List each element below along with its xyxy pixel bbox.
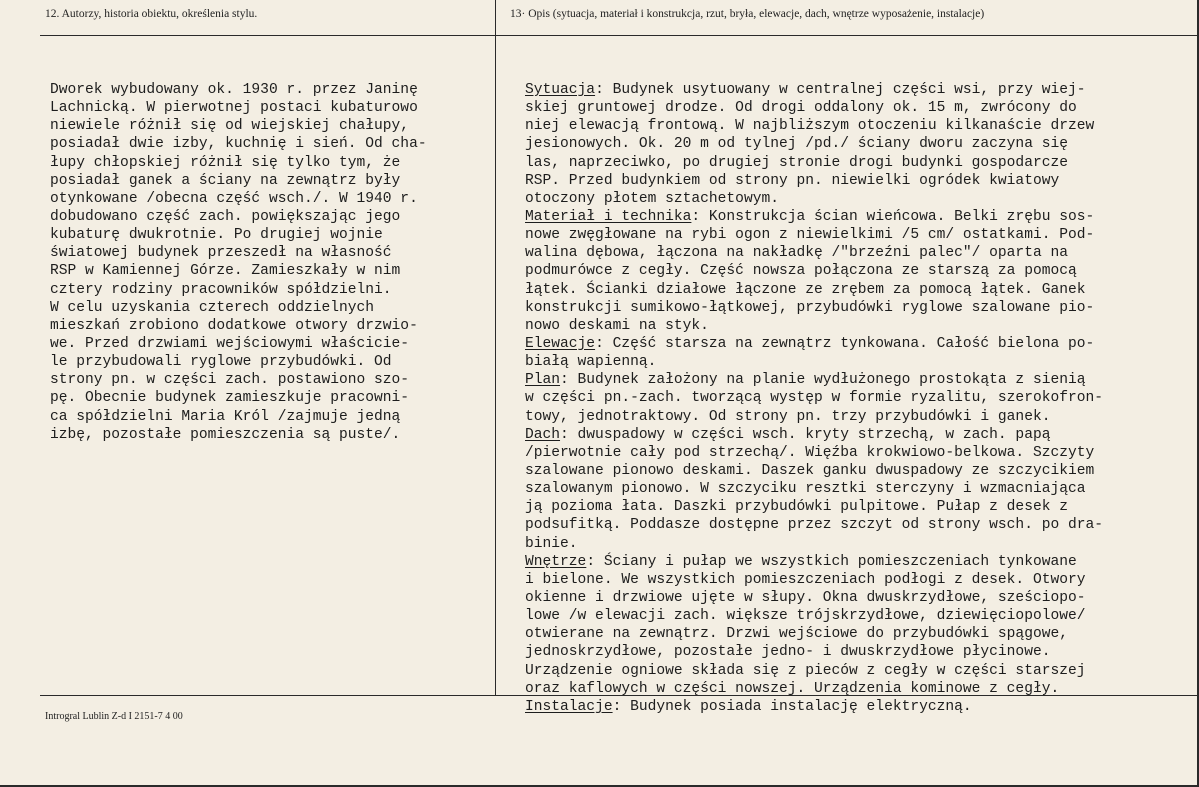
text-run: binie.	[525, 535, 578, 552]
text-run: podsufitką. Poddasze dostępne przez szczyt od strony wsch. po dra-	[525, 517, 1104, 534]
text-line: strony pn. w części zach. postawiono szo-	[50, 372, 410, 389]
section-heading: Sytuacja	[525, 82, 596, 98]
text-line	[525, 625, 1185, 643]
text-line	[525, 117, 1185, 135]
text-run: : Konstrukcja ścian wieńcowa. Belki zrębu sos-	[691, 208, 1095, 225]
text-run: las, naprzeciwko, po drugiej stronie drogi budynki gospodarcze	[525, 154, 1068, 171]
text-line	[525, 462, 1185, 480]
text-line	[525, 535, 1185, 553]
text-run: w części pn.-zach. tworzącą występ w formie ryzalitu, szerokofron-	[525, 390, 1104, 407]
text-line	[525, 698, 1185, 716]
text-line: RSP w Kamiennej Górze. Zamieszkały w nim	[50, 263, 401, 280]
text-run: : Budynek posiada instalację elektryczną.	[612, 698, 972, 715]
text-line: cztery rodziny pracowników spółdzielni.	[50, 281, 392, 298]
text-line	[525, 208, 1185, 226]
text-line: Lachnicką. W pierwotnej postaci kubaturowo	[50, 100, 418, 117]
text-run: /pierwotnie cały pod strzechą/. Więźba krokwiowo-belkowa. Szczyty	[525, 444, 1095, 461]
text-run: : Budynek usytuowany w centralnej części wsi, przy wiej-	[595, 82, 1086, 98]
text-run: nowe zwęgłowane na rybi ogon z niewielkimi /5 cm/ ostatkami. Pod-	[525, 227, 1095, 244]
text-run: otwierane na zewnątrz. Drzwi wejściowe do przybudówki spągowe,	[525, 626, 1068, 643]
text-run: konstrukcji sumikowo-łątkowej, przybudówki ryglowe szalowane pio-	[525, 299, 1095, 316]
text-line	[525, 281, 1185, 299]
text-run: szalowane pionowo deskami. Daszek ganku dwuspadowy ze szczycikiem	[525, 462, 1095, 479]
text-run: Urządzenie ogniowe składa się z pieców z cegły w części starszej	[525, 662, 1086, 679]
text-line	[525, 643, 1185, 661]
text-line	[525, 389, 1185, 407]
text-run: towy, jednotraktowy. Od strony pn. trzy przybudówki i ganek.	[525, 408, 1051, 425]
text-run: otoczony płotem sztachetowym.	[525, 190, 779, 207]
text-line	[525, 426, 1185, 444]
section-heading: Wnętrze	[525, 553, 587, 570]
text-line: W celu uzyskania czterech oddzielnych	[50, 299, 375, 316]
text-run: szalowanym pionowo. W szczyciku resztki sterczyny i wzmacniająca	[525, 481, 1086, 498]
text-line: mieszkań zrobiono dodatkowe otwory drzwio-	[50, 317, 418, 334]
text-run: : Ściany i pułap we wszystkich pomieszczeniach tynkowane	[586, 553, 1077, 570]
text-line	[525, 571, 1185, 589]
text-run: podmurówce z cegły. Część nowsza połączona ze starszą za pomocą	[525, 263, 1077, 280]
text-line	[525, 498, 1185, 516]
text-run: i bielone. We wszystkich pomieszczeniach podłogi z desek. Otwory	[525, 571, 1086, 588]
text-line	[525, 607, 1185, 625]
text-line	[525, 371, 1185, 389]
text-line	[525, 335, 1185, 353]
description-text	[525, 81, 1185, 716]
text-line	[525, 553, 1185, 571]
text-run: łątek. Ścianki działowe łączone ze zrębem za pomocą łątek. Ganek	[525, 281, 1086, 298]
text-line: le przybudowali ryglowe przybudówki. Od	[50, 354, 392, 371]
text-line: ca spółdzielni Maria Król /zajmuje jedną	[50, 408, 401, 425]
text-line: Dworek wybudowany ok. 1930 r. przez Janinę	[50, 82, 418, 98]
text-line	[525, 353, 1185, 371]
text-run: niej elewacją frontową. W najbliższym otoczeniu kilkanaście drzew	[525, 118, 1095, 135]
text-run: jesionowych. Ok. 20 m od tylnej /pd./ ściany dworu zaczyna się	[525, 136, 1068, 153]
section-12-header: 12. Autorzy, historia obiektu, określenia stylu.	[45, 8, 258, 20]
text-line	[525, 190, 1185, 208]
text-line	[525, 662, 1185, 680]
text-line	[525, 244, 1185, 262]
printer-imprint: Introgral Lublin Z-d I 2151-7 4 00	[45, 711, 183, 722]
section-heading: Dach	[525, 426, 561, 443]
section-13-header: 13· Opis (sytuacja, materiał i konstrukcja, rzut, bryła, elewacje, dach, wnętrze wyposażenie, instalacje)	[510, 8, 985, 20]
text-line: we. Przed drzwiami wejściowymi właścicie-	[50, 335, 410, 352]
section-heading: Elewacje	[525, 335, 596, 352]
section-heading: Materiał i technika	[525, 208, 692, 225]
section-heading: Instalacje	[525, 698, 613, 715]
text-line	[525, 589, 1185, 607]
text-line	[525, 317, 1185, 335]
text-line: łupy chłopskiej różnił się tylko tym, że	[50, 154, 401, 171]
text-line	[525, 135, 1185, 153]
text-line: dobudowano część zach. powiększając jego	[50, 208, 401, 225]
text-run: okienne i drzwiowe ujęte w słupy. Okna dwuskrzydłowe, sześciopo-	[525, 589, 1086, 606]
text-run: jednoskrzydłowe, pozostałe jedno- i dwuskrzydłowe płycinowe.	[525, 644, 1051, 661]
text-run: : dwuspadowy w części wsch. kryty strzechą, w zach. papą	[560, 426, 1051, 443]
text-line	[525, 154, 1185, 172]
text-line	[525, 444, 1185, 462]
text-run: nowo deskami na styk.	[525, 317, 709, 334]
text-line	[525, 99, 1185, 117]
text-line: otynkowane /obecna część wsch./. W 1940 r.	[50, 190, 418, 207]
text-line: izbę, pozostałe pomieszczenia są puste/.	[50, 426, 401, 443]
text-line	[525, 226, 1185, 244]
text-line: posiadał ganek a ściany na zewnątrz były	[50, 172, 401, 189]
text-line: niewiele różnił się od wiejskiej chałupy,	[50, 118, 410, 135]
text-line	[525, 680, 1185, 698]
text-run: : Budynek założony na planie wydłużonego prostokąta z sienią	[560, 372, 1086, 389]
text-run: skiej gruntowej drodze. Od drogi oddalony ok. 15 m, zwrócony do	[525, 100, 1077, 117]
text-line	[525, 408, 1185, 426]
text-run: białą wapienną.	[525, 354, 657, 371]
text-line	[525, 262, 1185, 280]
header-divider	[40, 35, 1199, 36]
text-line	[525, 299, 1185, 317]
text-line: pę. Obecnie budynek zamieszkuje pracowni-	[50, 390, 410, 407]
text-line	[525, 172, 1185, 190]
history-text	[50, 81, 490, 444]
text-run: oraz kaflowych w części nowszej. Urządzenia kominowe z cegły.	[525, 680, 1060, 697]
text-line	[525, 480, 1185, 498]
text-run: : Część starsza na zewnątrz tynkowana. Całość bielona po-	[595, 335, 1095, 352]
text-line: kubaturę dwukrotnie. Po drugiej wojnie	[50, 227, 383, 244]
text-line	[525, 81, 1185, 99]
text-run: walina dębowa, łączona na nakładkę /"brzeźni palec"/ oparta na	[525, 245, 1068, 262]
text-line: posiadał dwie izby, kuchnię i sień. Od cha-	[50, 136, 427, 153]
text-run: ją pozioma łata. Daszki przybudówki pulpitowe. Pułap z desek z	[525, 499, 1068, 516]
section-heading: Plan	[525, 372, 561, 389]
text-run: RSP. Przed budynkiem od strony pn. niewielki ogródek kwiatowy	[525, 172, 1060, 189]
text-run: lowe /w elewacji zach. większe trójskrzydłowe, dziewięciopolowe/	[525, 608, 1086, 625]
text-line	[525, 516, 1185, 534]
column-divider	[495, 0, 496, 695]
text-line: światowej budynek przeszedł na własność	[50, 245, 392, 262]
